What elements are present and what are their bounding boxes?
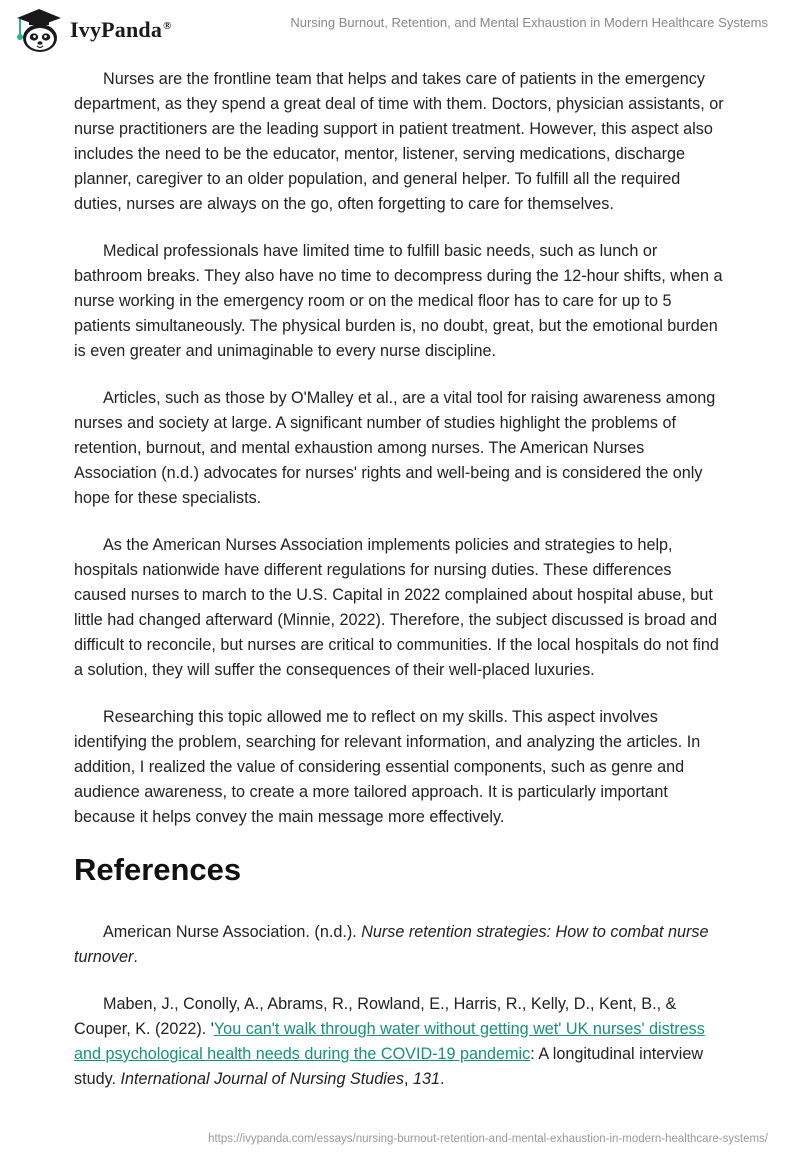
paragraph: Nurses are the frontline team that helps and takes care of patients in the emergency department, as they spend a great deal of time with them. Doctors, physician assistants, or nurse practitioners are the leading support in patient treatment. However, this aspect also includes the need to be the educator, mentor, listener, serving medications, discharge planner, caregiver to an older population, and general helper. To fulfill all the required duties, nurses are always on the go, often forgetting to care for themselves. [74, 70, 724, 213]
registered-mark: ® [163, 19, 172, 32]
reference-link[interactable]: You can't walk through water without getting wet' UK nurses' distress and psychological health needs during the COVID-19 pandemic [74, 1020, 705, 1063]
references-heading: References [74, 852, 242, 887]
reference-separator: , [403, 1070, 413, 1088]
paragraph: Researching this topic allowed me to reflect on my skills. This aspect involves identifying the problem, searching for relevant information, and analyzing the articles. In addition, I realized the value of considering essential components, such as genre and audience awareness, to create a more tailored approach. It is particularly important because it helps convey the main message more effectively. [74, 708, 701, 826]
panda-graduation-cap-icon [14, 7, 64, 53]
paragraph: As the American Nurses Association implements policies and strategies to help, hospitals nationwide have different regulations for nursing duties. These differences caused nurses to march to the U.S. Capital in 2022 complained about hospital abuse, but little had changed afterward (Minnie, 2022). Therefore, the subject discussed is broad and difficult to reconcile, but nurses are critical to communities. If the local hospitals do not find a solution, they will suffer the consequences of their well-placed luxuries. [74, 536, 719, 679]
reference-journal: International Journal of Nursing Studies [120, 1070, 404, 1088]
brand-name [70, 17, 172, 43]
paragraph: Articles, such as those by O'Malley et al., are a vital tool for raising awareness among nurses and society at large. A significant number of studies highlight the problems of retention, burnout, and mental exhaustion among nurses. The American Nurses Association (n.d.) advocates for nurses' rights and well-being and is considered the only hope for these specialists. [74, 389, 716, 507]
reference-end: . [133, 948, 138, 966]
reference-title: Nurse retention strategies: How to combat nurse turnover [74, 923, 709, 966]
reference-authors: Maben, J., Conolly, A., Abrams, R., Rowland, E., Harris, R., Kelly, D., Kent, B., & Couper, K. (2022). ' [74, 995, 677, 1038]
reference-end: . [439, 1070, 445, 1088]
ivypanda-logo[interactable] [14, 8, 172, 52]
paragraph: Medical professionals have limited time to fulfill basic needs, such as lunch or bathroom breaks. They also have no time to decompress during the 12-hour shifts, when a nurse working in the emergency room or on the medical floor has to care for up to 5 patients simultaneously. The physical burden is, no doubt, great, but the emotional burden is even greater and unimaginable to every nurse discipline. [74, 242, 723, 360]
reference-after-link: : A longitudinal interview study. [74, 1045, 704, 1088]
reference-entry [74, 992, 724, 1092]
essay-body [74, 67, 724, 1114]
reference-entry [74, 920, 724, 970]
brand-text: IvyPanda [70, 17, 163, 42]
footer-url[interactable]: https://ivypanda.com/essays/nursing-burnout-retention-and-mental-exhaustion-in-modern-healthcare-systems/ [208, 1133, 768, 1145]
reference-volume: 131 [412, 1070, 440, 1088]
page-header [0, 0, 800, 60]
document-title: Nursing Burnout, Retention, and Mental Exhaustion in Modern Healthcare Systems [290, 15, 768, 30]
reference-authors: American Nurse Association. (n.d.). [103, 923, 362, 941]
